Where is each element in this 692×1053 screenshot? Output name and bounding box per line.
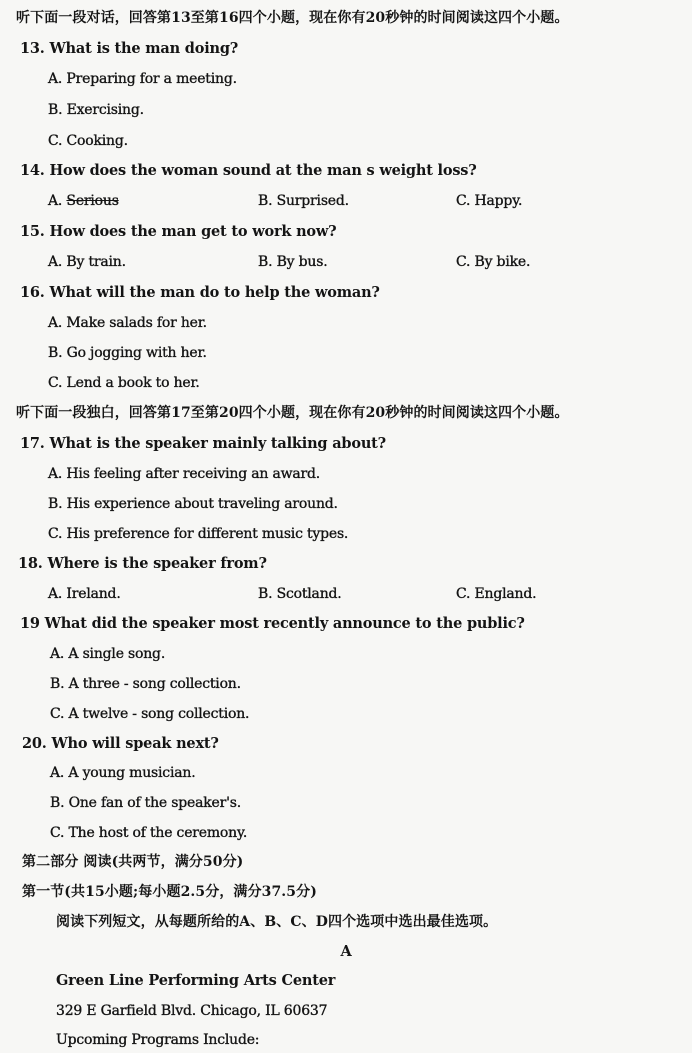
question-20-option-c: C. The host of the ceremony. [50,825,248,841]
question-16-option-a: A. Make salads for her. [48,315,207,331]
question-17-option-a: A. His feeling after receiving an award. [48,466,321,482]
question-16-option-b: B. Go jogging with her. [48,345,207,361]
passage-address: 329 E Garfield Blvd. Chicago, IL 60637 [56,1003,328,1019]
question-17-stem: 17. What is the speaker mainly talking about? [20,435,386,452]
question-13-option-c: C. Cooking. [48,133,128,149]
question-14-stem: 14. How does the woman sound at the man s weight loss? [20,162,477,179]
question-16-stem: 16. What will the man do to help the woman? [20,284,380,301]
part2-heading: 第二部分 阅读(共两节，满分50分) [22,854,244,870]
question-19-option-c: C. A twelve - song collection. [50,706,250,722]
question-14-option-a [48,191,119,211]
question-18-option-c: C. England. [456,586,537,602]
section1-instruction: 听下面一段对话，回答第13至第16四个小题，现在你有20秒钟的时间阅读这四个小题。 [16,10,569,26]
section2-instruction: 听下面一段独白，回答第17至第20四个小题，现在你有20秒钟的时间阅读这四个小题。 [16,405,569,421]
question-17-option-b: B. His experience about traveling around. [48,496,338,512]
question-14-option-a-struck: Serious [66,193,119,209]
question-14-option-b: B. Surprised. [258,193,349,209]
question-18-stem: 18. Where is the speaker from? [18,555,267,572]
question-18-option-b: B. Scotland. [258,586,342,602]
question-15-option-a: A. By train. [48,254,126,270]
question-15-option-c: C. By bike. [456,254,531,270]
question-13-stem: 13. What is the man doing? [20,40,239,57]
question-19-option-b: B. A three - song collection. [50,676,241,692]
question-20-option-b: B. One fan of the speaker's. [50,795,241,811]
passage-line3: Upcoming Programs Include: [56,1032,260,1048]
question-14-option-c: C. Happy. [456,193,523,209]
question-13-option-b: B. Exercising. [48,102,144,118]
passage-title: Green Line Performing Arts Center [56,972,336,989]
question-15-stem: 15. How does the man get to work now? [20,223,337,240]
question-20-option-a: A. A young musician. [50,765,196,781]
question-15-option-b: B. By bus. [258,254,328,270]
question-20-stem: 20. Who will speak next? [22,735,219,752]
question-13-option-a: A. Preparing for a meeting. [48,71,237,87]
question-18-option-a: A. Ireland. [48,586,121,602]
question-16-option-c: C. Lend a book to her. [48,375,200,391]
passage-letter: A [340,943,352,960]
reading-instruction: 阅读下列短文，从每题所给的A、B、C、D四个选项中选出最佳选项。 [56,914,498,930]
section-heading: 第一节(共15小题;每小题2.5分，满分37.5分) [22,884,317,900]
question-19-option-a: A. A single song. [50,646,166,662]
question-17-option-c: C. His preference for different music types. [48,526,349,542]
question-14-option-a-prefix: A. [48,193,67,209]
question-19-stem: 19 What did the speaker most recently announce to the public? [20,615,525,632]
